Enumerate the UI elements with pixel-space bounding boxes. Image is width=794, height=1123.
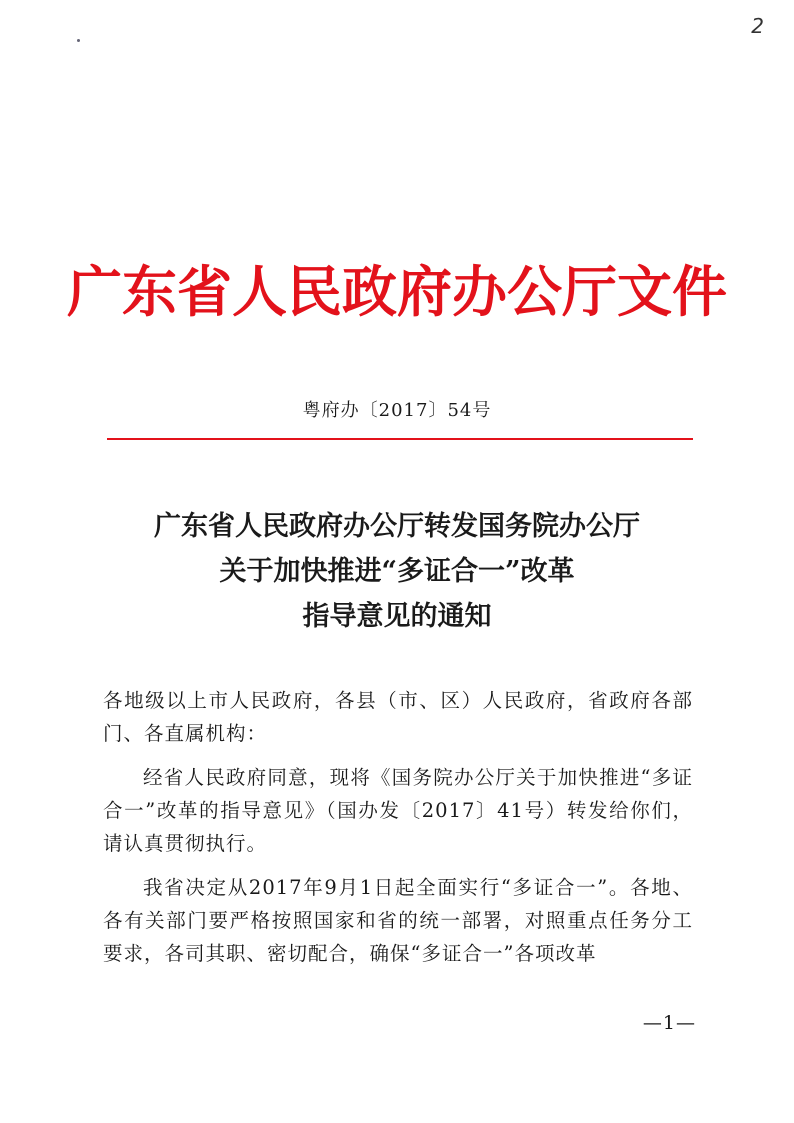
salutation: 各地级以上市人民政府，各县（市、区）人民政府，省政府各部门、各直属机构： <box>103 689 693 745</box>
title-line: 关于加快推进“多证合一”改革 <box>219 556 575 587</box>
document-title <box>0 504 794 639</box>
title-line: 广东省人民政府办公厅转发国务院办公厅 <box>154 511 640 542</box>
body-paragraph: 经省人民政府同意，现将《国务院办公厅关于加快推进“多证合一”改革的指导意见》（国办发〔2017〕41号）转发给你们，请认真贯彻执行。 <box>103 766 693 855</box>
red-header-title: 广东省人民政府办公厅文件 <box>66 260 727 324</box>
document-number: 粤府办〔2017〕54号 <box>302 400 492 421</box>
document-body <box>103 684 693 981</box>
title-line: 指导意见的通知 <box>302 601 492 632</box>
red-divider-line <box>107 438 693 440</box>
handwritten-page-mark: 2 <box>751 14 764 38</box>
scan-speck <box>77 39 80 42</box>
body-paragraph: 我省决定从2017年9月1日起全面实行“多证合一”。各地、各有关部门要严格按照国家和省的统一部署，对照重点任务分工要求，各司其职、密切配合，确保“多证合一”各项改革 <box>103 876 693 965</box>
page-number: —1— <box>642 1012 696 1034</box>
